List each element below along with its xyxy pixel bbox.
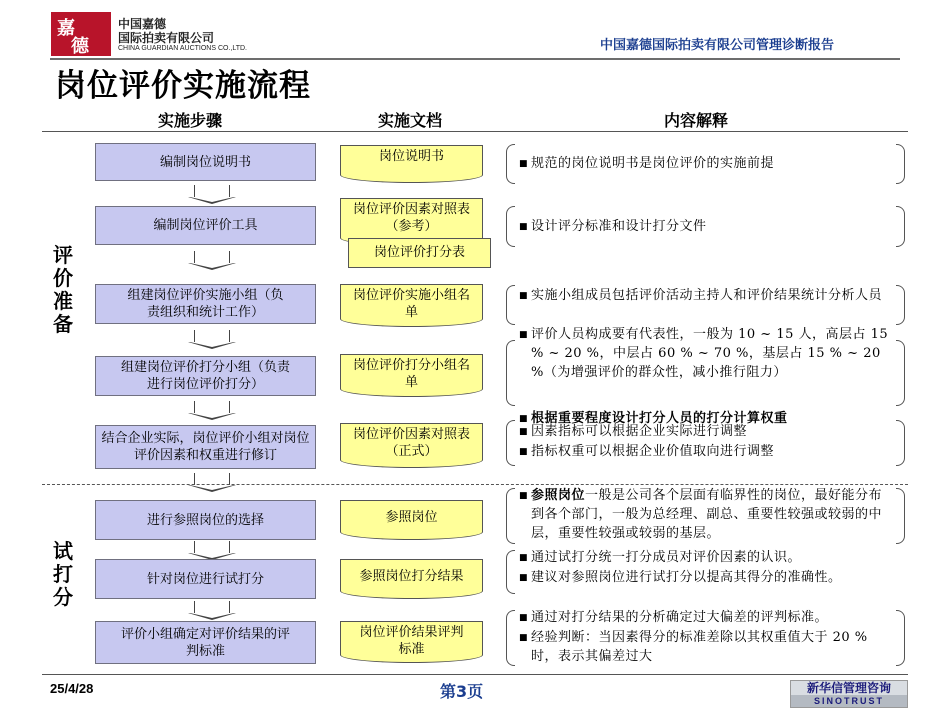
explanation-group-2 [519, 217, 894, 237]
step-text: 组建岗位评价打分小组（负责进行岗位评价打分） [120, 360, 290, 392]
doc-text: 岗位评价打分表 [373, 245, 465, 260]
bullet-icon: ■ [519, 613, 528, 623]
brand-name-en: SINOTRUST [791, 695, 907, 707]
explanation-group-5 [519, 422, 894, 462]
bracket-right [896, 610, 905, 666]
page-number: 第3页 [440, 682, 484, 701]
step-text: 结合企业实际，岗位评价小组对岗位评价因素和权重进行修订 [101, 431, 310, 463]
step-text: 进行参照岗位的选择 [146, 512, 264, 528]
bullet-item [519, 486, 894, 543]
bullet-item [519, 628, 894, 666]
explanation-group-1 [519, 154, 894, 174]
step-text: 编制岗位评价工具 [153, 218, 258, 233]
doc-evaluation-criteria [340, 621, 483, 663]
company-logo-mark [51, 12, 111, 56]
report-title: 中国嘉德国际拍卖有限公司管理诊断报告 [600, 38, 835, 53]
bracket-left [506, 488, 515, 544]
doc-factor-table-formal [340, 423, 483, 468]
bullet-item [519, 286, 894, 306]
bullet-text: 实施小组成员包括评价活动主持人和评价结果统计分析人员 [531, 288, 883, 303]
phase-label-trial-scoring: 试打分 [53, 539, 73, 609]
doc-reference-scores [340, 559, 483, 599]
column-header-divider [42, 131, 908, 132]
column-header-steps: 实施步骤 [158, 111, 223, 130]
doc-text: 岗位说明书 [378, 149, 444, 164]
bullet-icon: ■ [519, 291, 528, 301]
logo-char-2: 德 [71, 36, 89, 57]
bullet-text: 指标权重可以根据企业价值取向进行调整 [531, 444, 775, 459]
sinotrust-logo [790, 680, 908, 708]
logo-company-name-line2: 国际拍卖有限公司 [118, 31, 215, 45]
phase-divider [42, 484, 908, 485]
step-text: 编制岗位说明书 [159, 154, 251, 170]
doc-text: 岗位评价结果评判标准 [359, 625, 464, 657]
bullet-item [519, 217, 894, 237]
explanation-group-3 [519, 286, 894, 306]
bracket-right [896, 285, 905, 325]
bullet-item [519, 325, 894, 382]
bullet-keyword: 参照岗位 [531, 488, 586, 503]
bracket-left [506, 206, 515, 247]
step-box-4 [95, 356, 316, 396]
bullet-item [519, 422, 894, 442]
bracket-left [506, 550, 515, 594]
down-arrow-icon [194, 185, 230, 198]
bullet-icon: ■ [519, 330, 528, 340]
bracket-right [896, 144, 905, 184]
bullet-icon: ■ [519, 447, 528, 457]
bullet-icon: ■ [519, 427, 528, 437]
step-box-5 [95, 425, 316, 469]
column-header-explanation: 内容解释 [664, 111, 729, 130]
doc-implementation-team-list [340, 284, 483, 327]
logo-company-name-line1: 中国嘉德 [118, 17, 167, 31]
explanation-group-7 [519, 548, 894, 588]
down-arrow-icon [194, 401, 230, 414]
explanation-group-8 [519, 608, 894, 666]
phase-label-preparation: 评价准备 [53, 243, 73, 336]
page-title: 岗位评价实施流程 [55, 68, 311, 104]
bullet-icon: ■ [519, 222, 528, 232]
bullet-text: 通过对打分结果的分析确定过大偏差的评判标准。 [531, 610, 829, 625]
footer-divider [42, 674, 908, 675]
bracket-right [896, 420, 905, 466]
bullet-icon: ■ [519, 553, 528, 563]
step-box-7 [95, 559, 316, 599]
bullet-item [519, 568, 894, 588]
bullet-text: 评价人员构成要有代表性，一般为 10 ~ 15 人，高层占 15 % ~ 20 %，中层占 60 % ~ 70 %，基层占 15 % ~ 20 %（为增强评价的群众性，减小推行阻力） [531, 327, 889, 380]
doc-text: 岗位评价实施小组名单 [352, 288, 470, 320]
step-text: 评价小组确定对评价结果的评判标准 [120, 626, 290, 659]
doc-text: 岗位评价打分小组名单 [352, 358, 470, 390]
bullet-item [519, 154, 894, 174]
doc-scoring-team-list [340, 354, 483, 397]
doc-text: 参照岗位打分结果 [359, 569, 464, 584]
doc-text: 岗位评价因素对照表（参考） [352, 202, 470, 234]
down-arrow-icon [194, 601, 230, 614]
doc-reference-jobs [340, 500, 483, 540]
bullet-text: 规范的岗位说明书是岗位评价的实施前提 [531, 156, 775, 171]
bracket-left [506, 144, 515, 184]
explanation-group-6 [519, 486, 894, 543]
bullet-text: 建议对参照岗位进行试打分以提高其得分的准确性。 [531, 570, 842, 585]
bullet-icon: ■ [519, 633, 528, 643]
step-box-2 [95, 206, 316, 245]
bracket-right [896, 340, 905, 406]
bracket-left [506, 340, 515, 406]
step-text: 针对岗位进行试打分 [146, 571, 264, 587]
down-arrow-icon [194, 330, 230, 343]
down-arrow-icon [194, 251, 230, 264]
step-box-8 [95, 621, 316, 664]
bullet-item [519, 442, 894, 462]
bullet-icon: ■ [519, 573, 528, 583]
step-box-6 [95, 500, 316, 540]
brand-name-cn: 新华信管理咨询 [806, 681, 891, 695]
bullet-text: 设计评分标准和设计打分文件 [531, 219, 707, 234]
bracket-left [506, 285, 515, 325]
bracket-right [896, 206, 905, 247]
step-box-1 [95, 143, 316, 181]
doc-scoring-sheet [348, 238, 491, 268]
bullet-text: 通过试打分统一打分成员对评价因素的认识。 [531, 550, 802, 565]
logo-company-name-en: CHINA GUARDIAN AUCTIONS CO.,LTD. [118, 45, 247, 52]
bracket-left [506, 610, 515, 666]
doc-job-description [340, 145, 483, 183]
bracket-left [506, 420, 515, 466]
bullet-text: 因素指标可以根据企业实际进行调整 [531, 424, 748, 439]
step-text: 组建岗位评价实施小组（负责组织和统计工作） [127, 288, 284, 320]
down-arrow-icon [194, 541, 230, 554]
down-arrow-icon [194, 473, 230, 486]
bullet-icon: ■ [519, 159, 528, 169]
explanation-group-4 [519, 325, 894, 382]
bullet-icon: ■ [519, 491, 528, 501]
footer-date: 25/4/28 [50, 681, 94, 696]
bullet-text: 根据重要程度设计打分人员的打分计算权重 [531, 411, 788, 426]
doc-text: 岗位评价因素对照表（正式） [352, 427, 470, 459]
bullet-icon: ■ [519, 414, 528, 424]
bullet-item [519, 608, 894, 628]
bullet-item [519, 548, 894, 568]
step-box-3 [95, 284, 316, 324]
doc-text: 参照岗位 [385, 510, 438, 525]
bullet-text: 一般是公司各个层面有临界性的岗位，最好能分布到各个部门，一般为总经理、副总、重要性较强或较弱的中层，重要性较强或较弱的基层。 [531, 488, 883, 541]
bracket-right [896, 488, 905, 544]
bullet-text: 经验判断：当因素得分的标准差除以其权重值大于 20 %时，表示其偏差过大 [531, 630, 868, 664]
logo-char-1: 嘉 [57, 18, 75, 39]
column-header-docs: 实施文档 [378, 111, 443, 130]
